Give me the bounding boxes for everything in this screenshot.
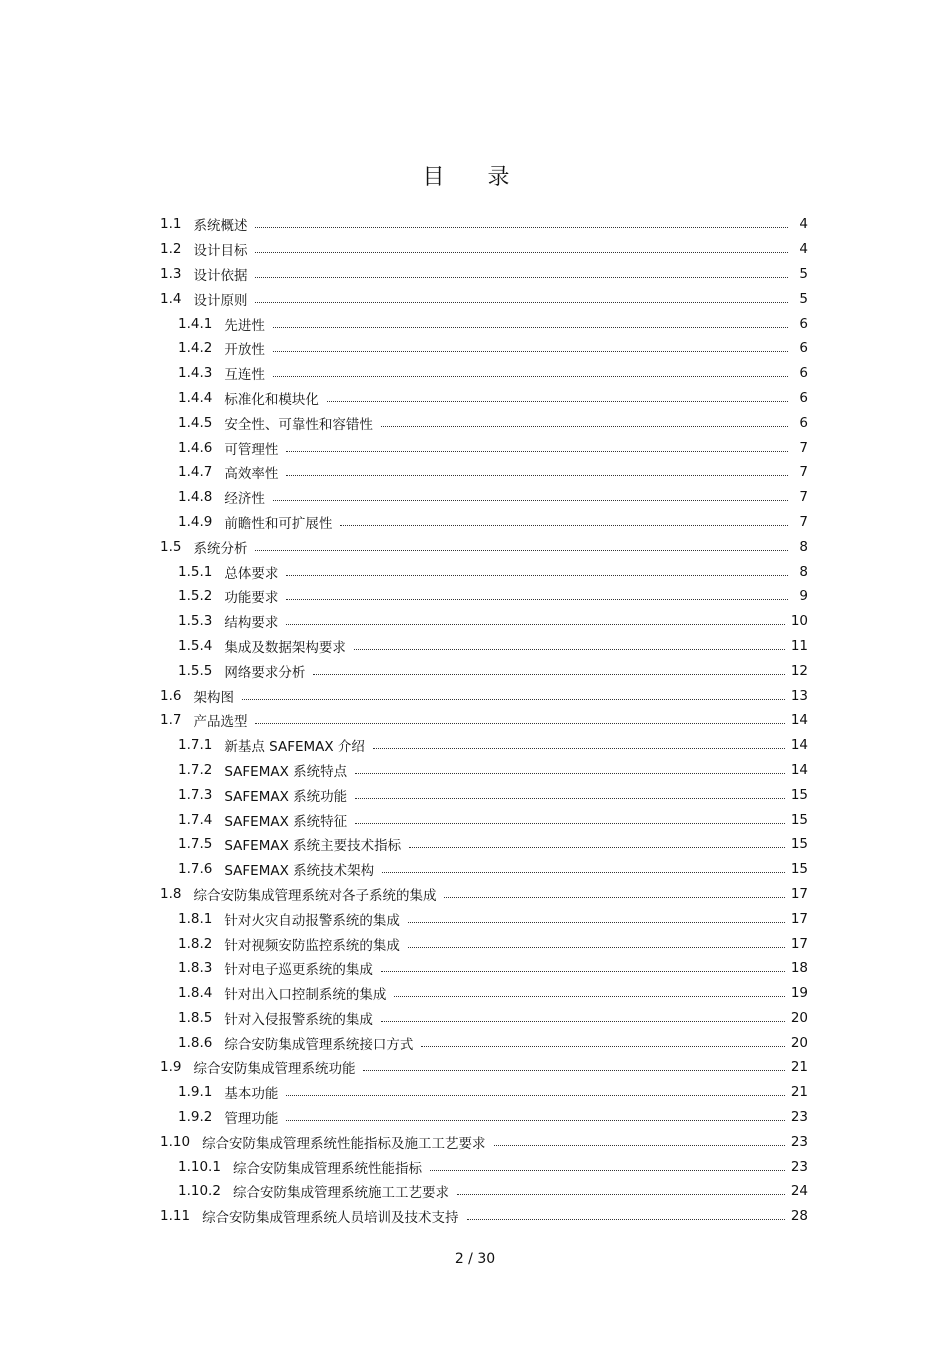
toc-entry-page: 28 xyxy=(790,1208,808,1225)
toc-entry-page: 4 xyxy=(799,241,808,258)
toc-entry[interactable] xyxy=(160,931,808,956)
toc-entry-label: 网络要求分析 xyxy=(224,664,306,681)
toc-entry-label: 结构要求 xyxy=(224,615,279,632)
toc-entry[interactable] xyxy=(160,1129,808,1154)
toc-entry-label: 针对电子巡更系统的集成 xyxy=(224,962,373,979)
toc-entry-label: 针对入侵报警系统的集成 xyxy=(224,1011,373,1028)
toc-entry-label: 综合安防集成管理系统性能指标及施工工艺要求 xyxy=(202,1135,486,1152)
toc-entry[interactable] xyxy=(160,782,808,807)
toc-entry-number: 1.4.3 xyxy=(178,365,213,382)
toc-entry-leader xyxy=(409,846,785,848)
toc-entry-page: 6 xyxy=(799,365,808,382)
toc-entry[interactable] xyxy=(160,1006,808,1031)
toc-entry-label: 基本功能 xyxy=(224,1086,279,1103)
toc-entry-label: 系统分析 xyxy=(193,540,248,557)
toc-entry-page: 23 xyxy=(790,1133,808,1150)
toc-entry-page: 7 xyxy=(799,464,808,481)
toc-entry[interactable] xyxy=(160,956,808,981)
toc-entry-leader xyxy=(381,425,788,427)
toc-entry-page: 18 xyxy=(790,960,808,977)
toc-entry-page: 15 xyxy=(790,786,808,803)
toc-entry-page: 7 xyxy=(799,513,808,530)
toc-entry-label: 经济性 xyxy=(224,491,265,508)
toc-entry-leader xyxy=(444,896,784,898)
toc-entry-leader xyxy=(408,946,785,948)
table-of-contents xyxy=(160,212,808,1229)
toc-entry-leader xyxy=(363,1069,784,1071)
toc-entry-leader xyxy=(255,301,788,303)
toc-entry[interactable] xyxy=(160,1105,808,1130)
page-number: 2 / 30 xyxy=(454,1251,496,1267)
toc-entry-page: 10 xyxy=(790,613,808,630)
toc-entry-number: 1.9.1 xyxy=(178,1084,213,1101)
toc-entry-leader xyxy=(373,747,785,749)
toc-entry-leader xyxy=(457,1193,785,1195)
toc-entry-leader xyxy=(381,1020,785,1022)
toc-entry-label: 设计目标 xyxy=(193,243,248,260)
toc-entry-leader xyxy=(286,474,788,476)
toc-entry-number: 1.8.6 xyxy=(178,1034,213,1051)
toc-entry-page: 7 xyxy=(799,489,808,506)
toc-entry[interactable] xyxy=(160,1055,808,1080)
toc-entry-leader xyxy=(286,450,788,452)
toc-entry-page: 6 xyxy=(799,340,808,357)
toc-entry-leader xyxy=(494,1144,785,1146)
toc-entry-label: SAFEMAX 系统主要技术指标 xyxy=(224,838,402,855)
toc-entry-label: SAFEMAX 系统功能 xyxy=(224,788,348,805)
toc-entry-leader xyxy=(286,598,788,600)
toc-entry-page: 17 xyxy=(790,885,808,902)
toc-entry-number: 1.4 xyxy=(160,290,182,307)
toc-entry[interactable] xyxy=(160,981,808,1006)
toc-entry-number: 1.4.4 xyxy=(178,389,213,406)
toc-entry-leader xyxy=(421,1045,784,1047)
toc-entry-number: 1.6 xyxy=(160,687,182,704)
toc-entry-label: 管理功能 xyxy=(224,1111,279,1128)
toc-entry-number: 1.5.5 xyxy=(178,662,213,679)
toc-entry-number: 1.8.5 xyxy=(178,1009,213,1026)
toc-entry-leader xyxy=(408,921,785,923)
toc-entry-label: 功能要求 xyxy=(224,590,279,607)
toc-entry-page: 5 xyxy=(799,290,808,307)
toc-entry-leader xyxy=(355,772,785,774)
toc-entry-number: 1.9.2 xyxy=(178,1109,213,1126)
toc-title: 目 录 xyxy=(422,165,528,190)
toc-entry-number: 1.2 xyxy=(160,241,182,258)
toc-entry-label: 高效率性 xyxy=(224,466,279,483)
toc-entry[interactable] xyxy=(160,733,808,758)
toc-entry-label: 系统概述 xyxy=(193,218,248,235)
toc-entry-page: 8 xyxy=(799,563,808,580)
toc-entry-number: 1.3 xyxy=(160,265,182,282)
toc-entry-label: 前瞻性和可扩展性 xyxy=(224,515,333,532)
toc-entry-leader xyxy=(286,574,788,576)
toc-entry-number: 1.5.3 xyxy=(178,613,213,630)
toc-entry-number: 1.4.8 xyxy=(178,489,213,506)
toc-entry[interactable] xyxy=(160,634,808,659)
toc-entry-number: 1.1 xyxy=(160,216,182,233)
toc-entry-number: 1.5.1 xyxy=(178,563,213,580)
toc-entry[interactable] xyxy=(160,1204,808,1229)
toc-entry-number: 1.4.2 xyxy=(178,340,213,357)
toc-entry-number: 1.8.2 xyxy=(178,935,213,952)
toc-entry-number: 1.4.1 xyxy=(178,315,213,332)
toc-entry-page: 24 xyxy=(790,1183,808,1200)
toc-entry-leader xyxy=(255,722,784,724)
toc-entry-label: 设计依据 xyxy=(193,267,248,284)
toc-entry-leader xyxy=(242,698,785,700)
toc-entry[interactable] xyxy=(160,857,808,882)
toc-entry-label: 综合安防集成管理系统功能 xyxy=(193,1061,356,1078)
toc-entry-leader xyxy=(273,326,788,328)
toc-entry-leader xyxy=(273,499,788,501)
toc-entry-leader xyxy=(286,623,784,625)
toc-entry-number: 1.10.1 xyxy=(178,1158,221,1175)
toc-entry[interactable] xyxy=(160,410,808,435)
toc-entry-page: 21 xyxy=(790,1084,808,1101)
toc-entry[interactable] xyxy=(160,262,808,287)
toc-entry-leader xyxy=(286,1119,784,1121)
toc-entry-page: 15 xyxy=(790,811,808,828)
toc-entry-number: 1.7 xyxy=(160,712,182,729)
toc-entry-number: 1.4.5 xyxy=(178,414,213,431)
toc-entry-leader xyxy=(355,797,785,799)
toc-entry[interactable] xyxy=(160,1080,808,1105)
toc-entry-page: 13 xyxy=(790,687,808,704)
toc-entry-page: 7 xyxy=(799,439,808,456)
toc-entry-label: 综合安防集成管理系统接口方式 xyxy=(224,1036,414,1053)
toc-entry-number: 1.8.3 xyxy=(178,960,213,977)
toc-entry-leader xyxy=(340,524,788,526)
toc-entry-leader xyxy=(355,822,785,824)
toc-entry-leader xyxy=(313,673,784,675)
toc-entry[interactable] xyxy=(160,212,808,237)
toc-entry-page: 21 xyxy=(790,1059,808,1076)
toc-entry-label: 安全性、可靠性和容错性 xyxy=(224,416,373,433)
toc-entry-page: 12 xyxy=(790,662,808,679)
toc-entry-page: 14 xyxy=(790,761,808,778)
toc-entry-number: 1.4.7 xyxy=(178,464,213,481)
toc-entry[interactable] xyxy=(160,758,808,783)
toc-entry[interactable] xyxy=(160,386,808,411)
toc-entry-number: 1.5 xyxy=(160,538,182,555)
toc-entry-page: 15 xyxy=(790,861,808,878)
toc-entry-number: 1.7.4 xyxy=(178,811,213,828)
toc-entry-leader xyxy=(394,995,784,997)
toc-entry-label: 集成及数据架构要求 xyxy=(224,639,346,656)
toc-entry-label: 针对视频安防监控系统的集成 xyxy=(224,937,400,954)
toc-entry-number: 1.8 xyxy=(160,885,182,902)
toc-entry[interactable] xyxy=(160,609,808,634)
toc-entry[interactable] xyxy=(160,485,808,510)
toc-entry-label: 总体要求 xyxy=(224,565,279,582)
toc-entry-leader xyxy=(354,648,785,650)
toc-entry-page: 11 xyxy=(790,637,808,654)
toc-entry-label: 设计原则 xyxy=(193,292,248,309)
toc-entry-number: 1.11 xyxy=(160,1208,191,1225)
toc-entry-leader xyxy=(255,276,788,278)
toc-entry-page: 14 xyxy=(790,737,808,754)
toc-entry-label: SAFEMAX 系统特点 xyxy=(224,763,348,780)
toc-entry[interactable] xyxy=(160,336,808,361)
toc-entry-page: 8 xyxy=(799,538,808,555)
toc-entry-label: SAFEMAX 系统技术架构 xyxy=(224,863,375,880)
toc-entry-page: 20 xyxy=(790,1034,808,1051)
toc-entry[interactable] xyxy=(160,1179,808,1204)
toc-entry[interactable] xyxy=(160,361,808,386)
toc-entry-number: 1.4.6 xyxy=(178,439,213,456)
toc-entry-number: 1.7.1 xyxy=(178,737,213,754)
toc-entry-leader xyxy=(255,251,788,253)
toc-entry-page: 23 xyxy=(790,1158,808,1175)
toc-entry-label: 综合安防集成管理系统人员培训及技术支持 xyxy=(202,1210,459,1227)
toc-entry-page: 17 xyxy=(790,910,808,927)
toc-entry-label: 可管理性 xyxy=(224,441,279,458)
toc-entry-leader xyxy=(430,1169,785,1171)
toc-entry[interactable] xyxy=(160,237,808,262)
toc-entry-page: 15 xyxy=(790,836,808,853)
toc-entry-page: 23 xyxy=(790,1109,808,1126)
toc-entry-page: 5 xyxy=(799,265,808,282)
toc-entry[interactable] xyxy=(160,1154,808,1179)
toc-entry-label: SAFEMAX 系统特征 xyxy=(224,813,348,830)
toc-entry-leader xyxy=(255,226,788,228)
toc-entry-label: 综合安防集成管理系统施工工艺要求 xyxy=(232,1185,449,1202)
toc-entry-label: 架构图 xyxy=(193,689,234,706)
toc-entry-label: 先进性 xyxy=(224,317,265,334)
toc-entry-label: 新基点 SAFEMAX 介绍 xyxy=(224,739,365,756)
toc-entry-number: 1.7.5 xyxy=(178,836,213,853)
toc-entry-number: 1.5.4 xyxy=(178,637,213,654)
toc-entry[interactable] xyxy=(160,683,808,708)
toc-entry[interactable] xyxy=(160,460,808,485)
toc-entry-leader xyxy=(273,350,788,352)
toc-entry[interactable] xyxy=(160,807,808,832)
toc-entry-number: 1.8.1 xyxy=(178,910,213,927)
toc-entry-number: 1.8.4 xyxy=(178,985,213,1002)
toc-entry-leader xyxy=(467,1218,785,1220)
toc-entry[interactable] xyxy=(160,435,808,460)
toc-entry-number: 1.7.6 xyxy=(178,861,213,878)
toc-entry-number: 1.10 xyxy=(160,1133,191,1150)
toc-entry-leader xyxy=(286,1094,784,1096)
toc-entry[interactable] xyxy=(160,1030,808,1055)
toc-entry-page: 6 xyxy=(799,414,808,431)
toc-entry-leader xyxy=(273,375,788,377)
toc-entry[interactable] xyxy=(160,832,808,857)
toc-entry-page: 6 xyxy=(799,389,808,406)
toc-entry-page: 20 xyxy=(790,1009,808,1026)
toc-entry-label: 综合安防集成管理系统对各子系统的集成 xyxy=(193,887,437,904)
toc-entry-number: 1.4.9 xyxy=(178,513,213,530)
toc-entry-number: 1.5.2 xyxy=(178,588,213,605)
toc-entry-number: 1.10.2 xyxy=(178,1183,221,1200)
toc-entry-number: 1.7.2 xyxy=(178,761,213,778)
toc-entry-page: 4 xyxy=(799,216,808,233)
toc-entry-page: 9 xyxy=(799,588,808,605)
toc-entry-leader xyxy=(327,400,788,402)
toc-entry[interactable] xyxy=(160,286,808,311)
toc-entry[interactable] xyxy=(160,906,808,931)
toc-entry-number: 1.9 xyxy=(160,1059,182,1076)
toc-entry-leader xyxy=(382,871,785,873)
toc-entry[interactable] xyxy=(160,311,808,336)
toc-entry[interactable] xyxy=(160,584,808,609)
toc-entry-label: 开放性 xyxy=(224,342,265,359)
toc-entry-number: 1.7.3 xyxy=(178,786,213,803)
toc-entry-label: 产品选型 xyxy=(193,714,248,731)
toc-entry-leader xyxy=(255,549,788,551)
toc-entry-label: 互连性 xyxy=(224,367,265,384)
toc-entry-label: 标准化和模块化 xyxy=(224,391,319,408)
toc-entry[interactable] xyxy=(160,534,808,559)
toc-entry[interactable] xyxy=(160,882,808,907)
toc-entry[interactable] xyxy=(160,658,808,683)
toc-entry-page: 6 xyxy=(799,315,808,332)
toc-entry-page: 19 xyxy=(790,985,808,1002)
toc-entry-page: 14 xyxy=(790,712,808,729)
toc-entry[interactable] xyxy=(160,510,808,535)
toc-entry-leader xyxy=(381,970,785,972)
toc-entry-label: 针对出入口控制系统的集成 xyxy=(224,987,387,1004)
toc-entry[interactable] xyxy=(160,559,808,584)
toc-entry[interactable] xyxy=(160,708,808,733)
toc-entry-page: 17 xyxy=(790,935,808,952)
toc-entry-label: 针对火灾自动报警系统的集成 xyxy=(224,912,400,929)
toc-entry-label: 综合安防集成管理系统性能指标 xyxy=(232,1160,422,1177)
